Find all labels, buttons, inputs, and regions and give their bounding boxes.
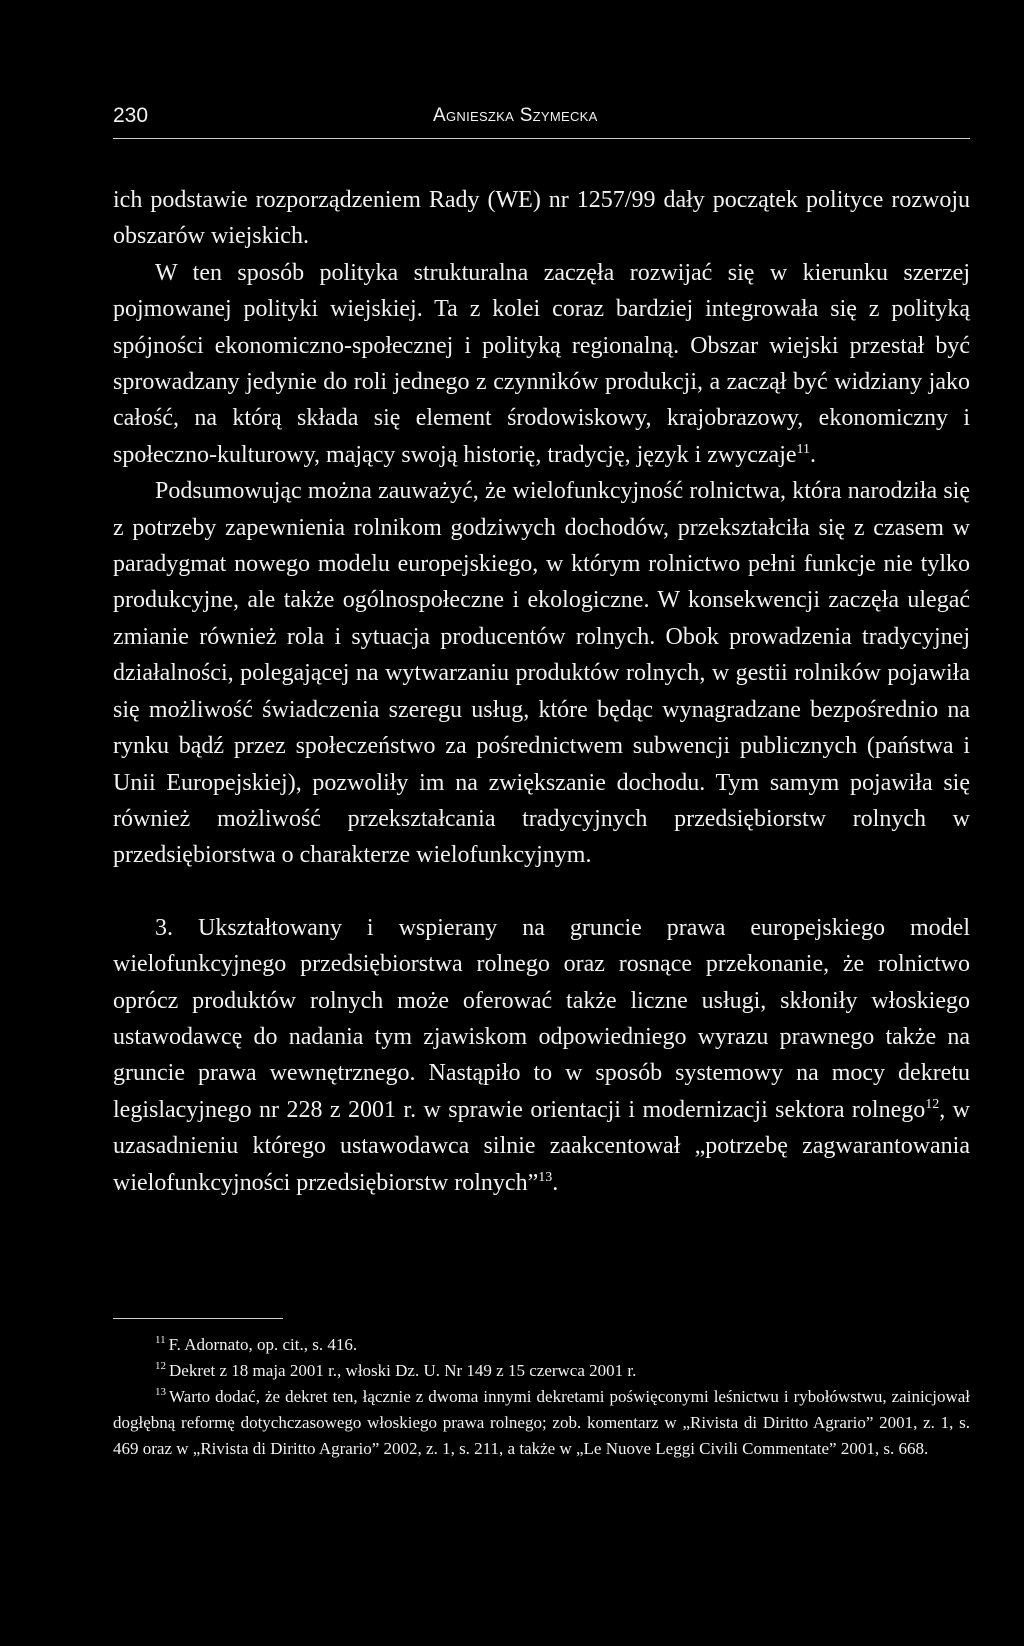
- footnote-number: 13: [155, 1386, 166, 1399]
- paragraph: Podsumowując można zauważyć, że wielofunkcyjność rolnictwa, która narodziła się z potrzeby zapewnienia rolnikom godziwych dochodów, przekształciła się z czasem w paradygmat nowego modelu europejskiego, w którym rolnictwo pełni funkcje nie tylko produkcyjne, ale także ogólnospołeczne i ekologiczne. W konsekwencji zaczęła ulegać zmianie również rola i sytuacja producentów rolnych. Obok prowadzenia tradycyjnej działalności, polegającej na wytwarzaniu produktów rolnych, w gestii rolników pojawiła się możliwość świadczenia szeregu usług, które będąc wynagradzane bezpośrednio na rynku bądź przez społeczeństwo za pośrednictwem subwencji publicznych (państwa i Unii Europejskiej), pozwoliły im na zwiększanie dochodu. Tym samym pojawiła się również możliwość przekształcania tradycyjnych przedsiębiorstw rolnych w przedsiębiorstwa o charakterze wielofunkcyjnym.: [113, 478, 970, 869]
- footnote-text: Dekret z 18 maja 2001 r., włoski Dz. U. Nr 149 z 15 czerwca 2001 r.: [169, 1361, 637, 1380]
- footnote-number: 11: [155, 1334, 166, 1347]
- footnote: [113, 1358, 970, 1384]
- page-number: 230: [113, 104, 149, 127]
- paragraph-text: W ten sposób polityka strukturalna zaczęła rozwijać się w kierunku szerzej pojmowanej polityki wiejskiej. Ta z kolei coraz bardziej integrowała się z polityką spójności ekonomiczno-społecznej i polityką regionalną. Obszar wiejski przestał być sprowadzany jedynie do roli jednego z czynników produkcji, a zaczął być widziany jako całość, na którą składa się element środowiskowy, krajobrazowy, ekonomiczny i społeczno-kulturowy, mający swoją historię, tradycję, język i zwyczaje: [113, 259, 970, 468]
- running-head-author: Agnieszka Szymecka: [433, 105, 598, 126]
- running-head: [113, 104, 970, 134]
- section-paragraph: [113, 910, 970, 1201]
- footnote: [113, 1332, 970, 1358]
- footnote-number: 12: [155, 1360, 166, 1373]
- paragraph-text: , w uzasadnieniu którego ustawodawca silnie zaakcentował „potrzebę zagwarantowania wielofunkcyjności przedsiębiorstw rolnych”: [113, 1096, 970, 1196]
- footnote-reference[interactable]: 12: [925, 1096, 940, 1112]
- footnote-text: F. Adornato, op. cit., s. 416.: [168, 1335, 358, 1354]
- footnote-rule: [113, 1318, 283, 1319]
- paragraph-text: .: [810, 441, 817, 468]
- footnotes: [113, 1332, 970, 1462]
- footnote-reference[interactable]: 13: [538, 1169, 553, 1185]
- body-text: [113, 182, 970, 1201]
- paragraph: ich podstawie rozporządzeniem Rady (WE) nr 1257/99 dały początek polityce rozwoju obszarów wiejskich.: [113, 187, 970, 250]
- paragraph: [113, 255, 970, 473]
- footnote-text: Warto dodać, że dekret ten, łącznie z dwoma innymi dekretami poświęconymi leśnictwu i rybołówstwu, zainicjował dogłębną reformę dotychczasowego włoskiego prawa rolnego; zob. komentarz w „Rivista di Diritto Agrario” 2001, z. 1, s. 469 oraz w „Rivista di Diritto Agrario” 2002, z. 1, s. 211, a także w „Le Nuove Leggi Civili Commentate” 2001, s. 668.: [113, 1387, 970, 1458]
- paragraph-text: 3. Ukształtowany i wspierany na gruncie prawa europejskiego model wielofunkcyjnego przedsiębiorstwa rolnego oraz rosnące przekonanie, że rolnictwo oprócz produktów rolnych może oferować także liczne usługi, skłoniły włoskiego ustawodawcę do nadania tym zjawiskom odpowiedniego wyrazu prawnego także na gruncie prawa wewnętrznego. Nastąpiło to w sposób systemowy na mocy dekretu legislacyjnego nr 228 z 2001 r. w sprawie orientacji i modernizacji sektora rolnego: [113, 914, 970, 1123]
- paragraph-text: .: [552, 1169, 559, 1196]
- footnote: [113, 1384, 970, 1462]
- header-rule: [113, 138, 970, 139]
- footnote-reference[interactable]: 11: [796, 441, 811, 457]
